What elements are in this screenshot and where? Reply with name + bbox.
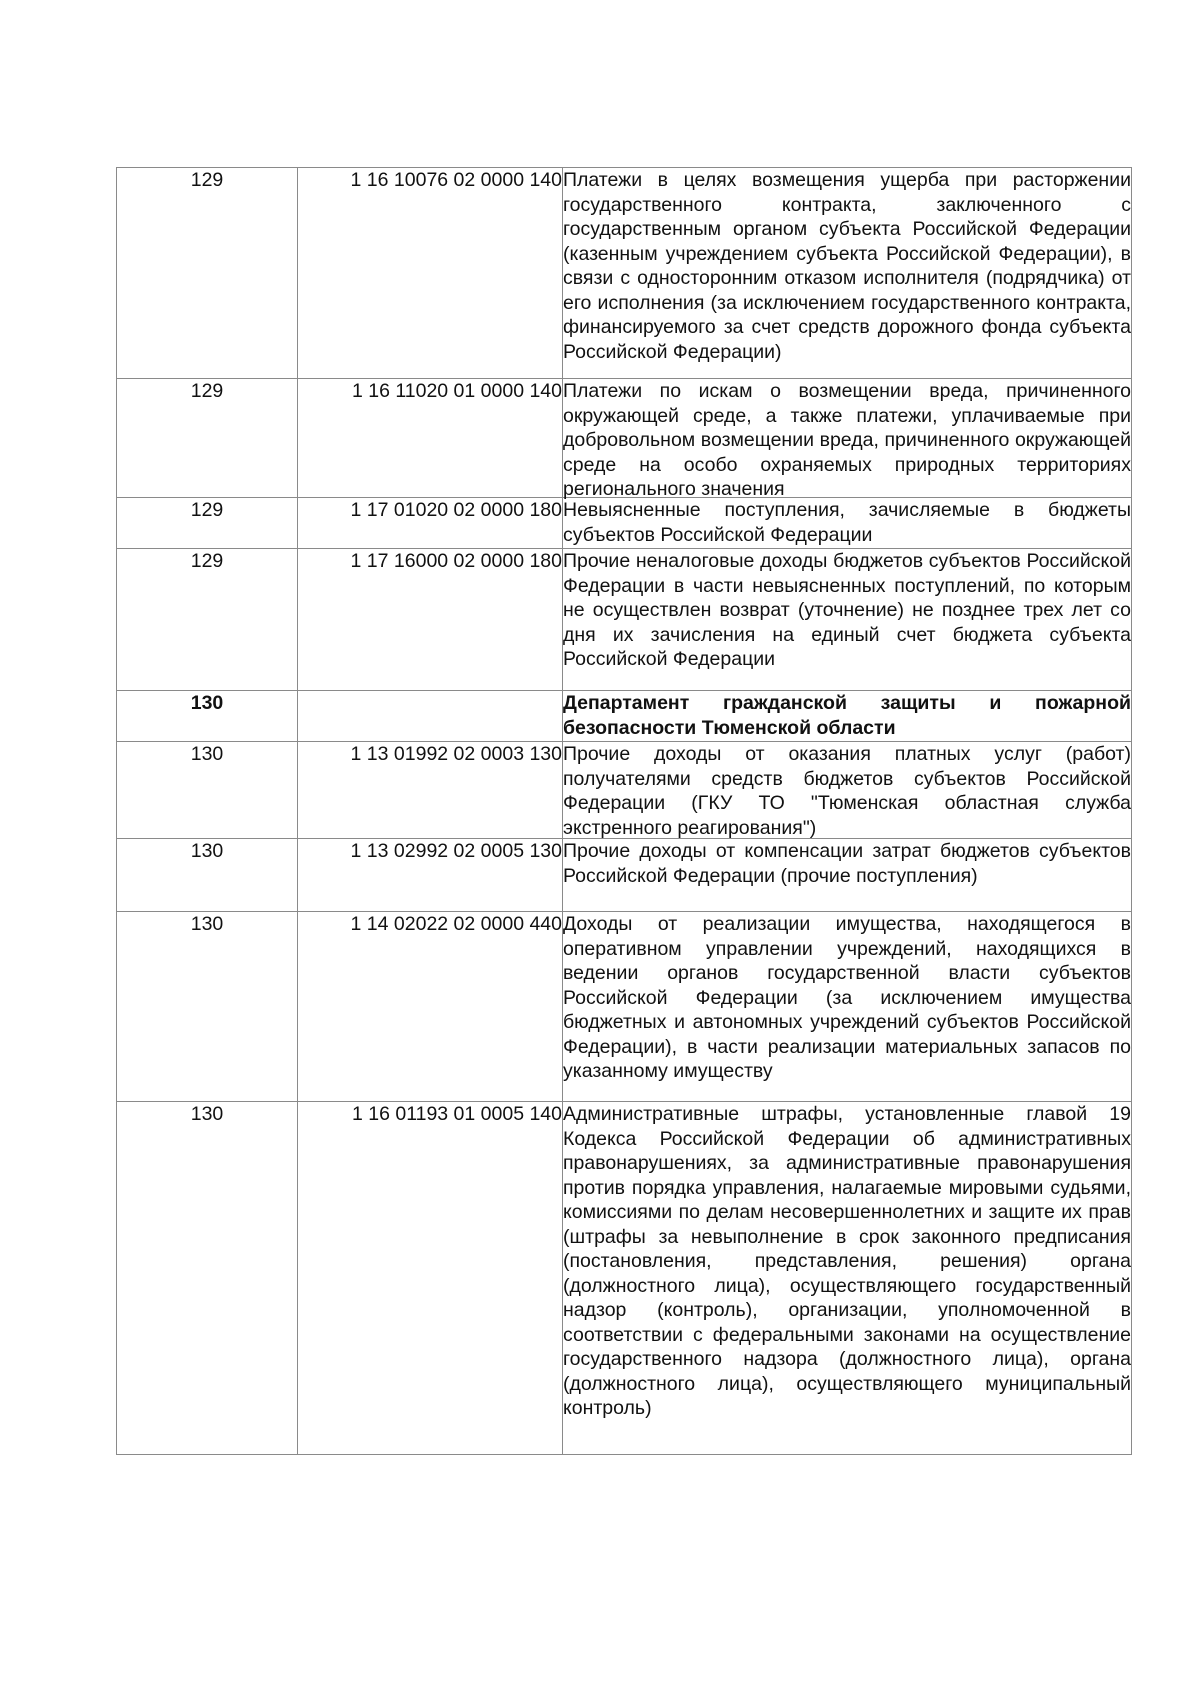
budget-code-cell: 1 13 02992 02 0005 130: [298, 839, 563, 912]
revenue-name-text: Доходы от реализации имущества, находящегося в оперативном управлении учреждений, находящихся в ведении органов государственной власти субъектов Российской Федерации (за исключением имущества бюджетных и автономных учреждений субъектов Российской Федерации), в части реализации материальных запасов по указанному имуществу: [563, 913, 1131, 1082]
budget-code-cell: 1 16 01193 01 0005 140: [298, 1102, 563, 1455]
table-row-section-header: [117, 691, 1132, 742]
revenue-codes-table: [116, 167, 1132, 1455]
table-row: [117, 912, 1132, 1102]
revenue-name-text: Платежи в целях возмещения ущерба при расторжении государственного контракта, заключенного с государственным органом субъекта Российской Федерации (казенным учреждением субъекта Российской Федерации), в связи с односторонним отказом исполнителя (подрядчика) от его исполнения (за исключением государственного контракта, финансируемого за счет средств дорожного фонда субъекта Российской Федерации): [563, 169, 1131, 363]
budget-code-cell: 1 14 02022 02 0000 440: [298, 912, 563, 1102]
table-row: [117, 839, 1132, 912]
admin-code-cell: 129: [117, 379, 298, 498]
revenue-name-text: Прочие неналоговые доходы бюджетов субъектов Российской Федерации в части невыясненных поступлений, по которым не осуществлен возврат (уточнение) не позднее трех лет со дня их зачисления на единый счет бюджета субъекта Российской Федерации: [563, 550, 1131, 670]
revenue-name-cell: [563, 498, 1132, 549]
revenue-name-cell: [563, 1102, 1132, 1455]
table-row: [117, 1102, 1132, 1455]
department-name-text: Департамент гражданской защиты и пожарной безопасности Тюменской области: [563, 692, 1131, 739]
budget-code-cell: 1 13 01992 02 0003 130: [298, 742, 563, 839]
budget-code-cell: 1 16 10076 02 0000 140: [298, 168, 563, 379]
admin-code-cell: 129: [117, 549, 298, 691]
revenue-name-cell: [563, 379, 1132, 498]
admin-code-cell: 130: [117, 742, 298, 839]
revenue-name-cell: [563, 168, 1132, 379]
revenue-name-text: Платежи по искам о возмещении вреда, причиненного окружающей среде, а также платежи, уплачиваемые при добровольном возмещении вреда, причиненного окружающей среде на особо охраняемых природных территориях регионального значения: [563, 380, 1131, 500]
table-row: [117, 549, 1132, 691]
revenue-name-cell: [563, 549, 1132, 691]
revenue-name-text: Прочие доходы от компенсации затрат бюджетов субъектов Российской Федерации (прочие поступления): [563, 840, 1131, 887]
table-row: [117, 379, 1132, 498]
admin-code-cell: 130: [117, 1102, 298, 1455]
revenue-name-text: Невыясненные поступления, зачисляемые в бюджеты субъектов Российской Федерации: [563, 499, 1131, 546]
revenue-codes-table-body: [117, 168, 1132, 1455]
department-name-cell: [563, 691, 1132, 742]
table-row: [117, 742, 1132, 839]
revenue-name-cell: [563, 742, 1132, 839]
budget-code-cell: [298, 691, 563, 742]
revenue-name-cell: [563, 839, 1132, 912]
budget-code-cell: 1 16 11020 01 0000 140: [298, 379, 563, 498]
revenue-name-cell: [563, 912, 1132, 1102]
budget-code-cell: 1 17 16000 02 0000 180: [298, 549, 563, 691]
revenue-name-text: Административные штрафы, установленные главой 19 Кодекса Российской Федерации об административных правонарушениях, за административные правонарушения против порядка управления, налагаемые мировыми судьями, комиссиями по делам несовершеннолетних и защите их прав (штрафы за невыполнение в срок законного предписания (постановления, представления, решения) органа (должностного лица), осуществляющего государственный надзор (контроль), организации, уполномоченной в соответствии с федеральными законами на осуществление государственного надзора (должностного лица), органа (должностного лица), осуществляющего муниципальный контроль): [563, 1103, 1131, 1419]
admin-code-cell: 130: [117, 691, 298, 742]
revenue-name-text: Прочие доходы от оказания платных услуг (работ) получателями средств бюджетов субъектов Российской Федерации (ГКУ ТО "Тюменская областная служба экстренного реагирования"): [563, 743, 1131, 839]
admin-code-cell: 129: [117, 168, 298, 379]
admin-code-cell: 130: [117, 839, 298, 912]
admin-code-cell: 129: [117, 498, 298, 549]
table-row: [117, 498, 1132, 549]
admin-code-cell: 130: [117, 912, 298, 1102]
budget-code-cell: 1 17 01020 02 0000 180: [298, 498, 563, 549]
table-row: [117, 168, 1132, 379]
